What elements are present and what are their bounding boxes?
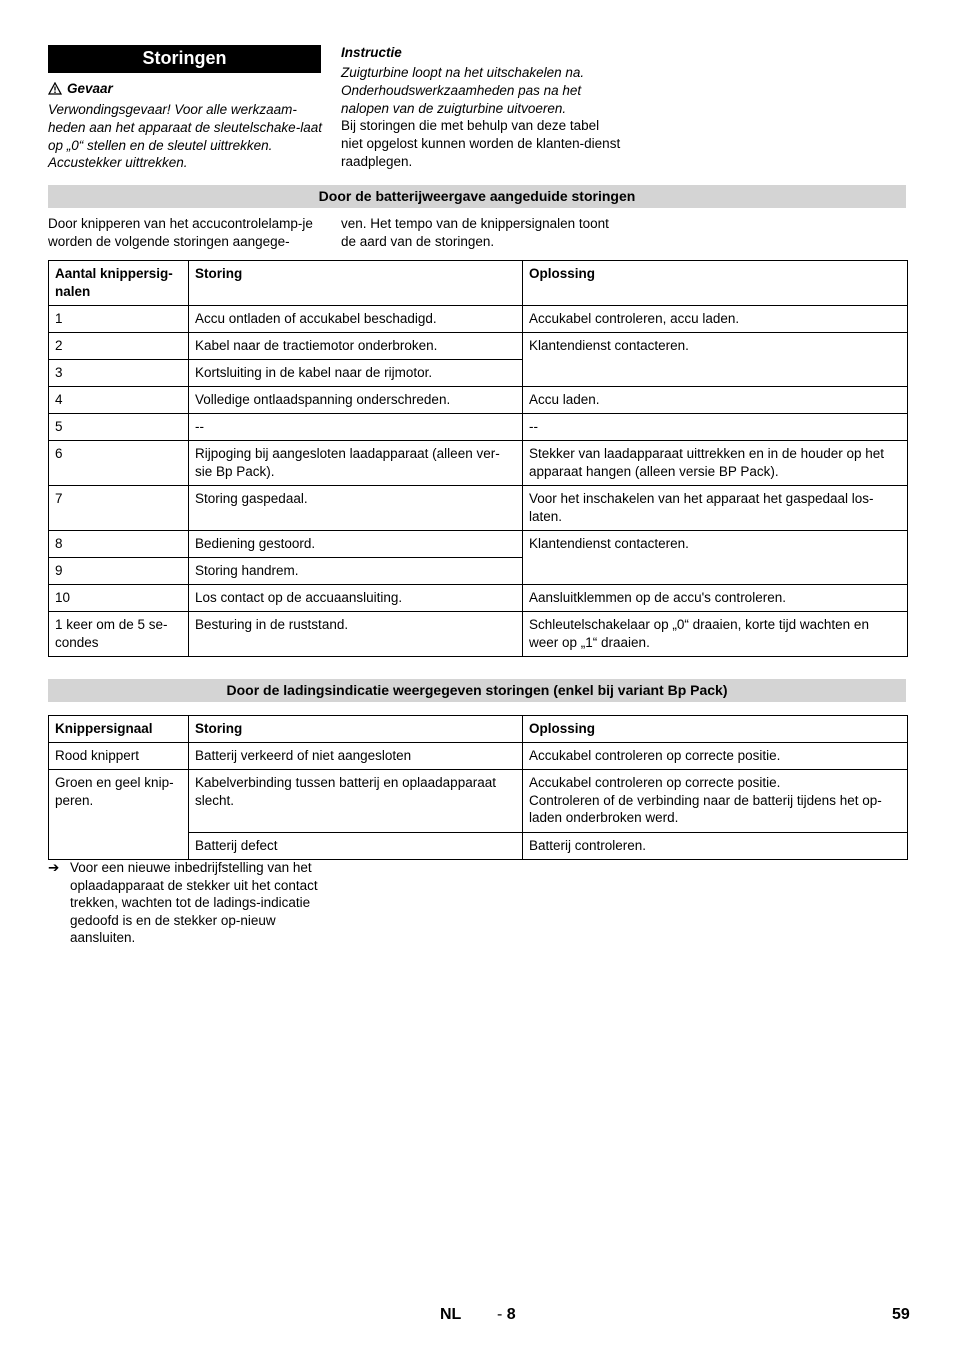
page-title: Storingen <box>48 45 321 73</box>
note-text: Voor een nieuwe inbedrijfstelling van het oplaadapparaat de stekker uit het contact trekken, wachten tot de ladings-indicatie gedoofd is en de stekker op-nieuw aansluiten. <box>70 860 318 946</box>
footer-section-number: 8 <box>506 1306 516 1323</box>
table-cell: Stekker van laadapparaat uittrekken en in de houder op het apparaat hangen (alleen versie BP Pack). <box>523 441 908 486</box>
table-cell: Storing gaspedaal. <box>189 486 523 531</box>
warning-title: Gevaar <box>67 81 113 96</box>
footer-section-page <box>497 1306 516 1324</box>
table-cell: 3 <box>49 360 189 387</box>
instruction-title: Instructie <box>341 45 402 60</box>
table-cell: 7 <box>49 486 189 531</box>
table-cell: Voor het inschakelen van het apparaat het gaspedaal los-laten. <box>523 486 908 531</box>
section-heading-battery: Door de batterijweergave aangeduide storingen <box>48 185 906 208</box>
footer-dash: - <box>497 1306 503 1323</box>
intro-text-left: Door knipperen van het accucontrolelamp-je worden de volgende storingen aangege- <box>48 216 313 249</box>
table-cell: Batterij controleren. <box>523 833 908 860</box>
table-row <box>49 387 908 414</box>
table-cell: Bediening gestoord. <box>189 531 523 558</box>
table-cell: Accukabel controleren, accu laden. <box>523 306 908 333</box>
table-row <box>49 531 908 558</box>
table-cell: 1 <box>49 306 189 333</box>
table-cell: Aansluitklemmen op de accu's controleren. <box>523 585 908 612</box>
table-header-row <box>49 261 908 306</box>
table-cell: 6 <box>49 441 189 486</box>
table-cell: 9 <box>49 558 189 585</box>
table-cell: Storing handrem. <box>189 558 523 585</box>
column-header: Oplossing <box>523 716 908 743</box>
table-row <box>49 333 908 360</box>
charge-indicator-table <box>48 715 908 860</box>
table-cell: 1 keer om de 5 se-condes <box>49 612 189 657</box>
table-cell: Groen en geel knip-peren. <box>49 770 189 860</box>
warning-triangle-icon <box>48 82 62 95</box>
table-cell: Accukabel controleren op correcte positie. Controleren of de verbinding naar de batterij tijdens het op-laden onderbroken werd. <box>523 770 908 833</box>
table-cell: 4 <box>49 387 189 414</box>
column-header: Aantal knippersig-nalen <box>49 261 189 306</box>
table-cell: Kabel naar de tractiemotor onderbroken. <box>189 333 523 360</box>
table-row <box>49 441 908 486</box>
table-cell: Accukabel controleren op correcte positie. <box>523 743 908 770</box>
table-row <box>49 743 908 770</box>
table-cell: Accu ontladen of accukabel beschadigd. <box>189 306 523 333</box>
instruction-text: Bij storingen die met behulp van deze tabel niet opgelost kunnen worden de klanten-dienst raadplegen. <box>341 118 621 169</box>
table-row <box>49 486 908 531</box>
table-cell: Schleutelschakelaar op „0“ draaien, korte tijd wachten en weer op „1“ draaien. <box>523 612 908 657</box>
table-cell: Kabelverbinding tussen batterij en oplaadapparaat slecht. <box>189 770 523 833</box>
table-cell: Accu laden. <box>523 387 908 414</box>
table-cell: Volledige ontlaadspanning onderschreden. <box>189 387 523 414</box>
instruction-italic-text: Zuigturbine loopt na het uitschakelen na. Onderhoudswerkzaamheden pas na het nalopen van de zuigturbine uitvoeren. <box>341 65 585 116</box>
table-cell: 5 <box>49 414 189 441</box>
table-cell: Rood knippert <box>49 743 189 770</box>
note <box>48 859 328 947</box>
warning-text: Verwondingsgevaar! Voor alle werkzaam-heden aan het apparaat de sleutelschake-laat op „0“ stellen en de sleutel uittrekken. Accustekker uittrekken. <box>48 102 322 171</box>
column-header: Storing <box>189 716 523 743</box>
intro-text-right: ven. Het tempo van de knippersignalen toont de aard van de storingen. <box>341 216 609 249</box>
table-cell: 10 <box>49 585 189 612</box>
table-cell: 2 <box>49 333 189 360</box>
table-cell: -- <box>523 414 908 441</box>
table-cell: 8 <box>49 531 189 558</box>
column-header: Storing <box>189 261 523 306</box>
table-cell: Kortsluiting in de kabel naar de rijmotor. <box>189 360 523 387</box>
column-header: Knippersignaal <box>49 716 189 743</box>
column-header: Oplossing <box>523 261 908 306</box>
page-number: 59 <box>892 1306 910 1323</box>
table-row <box>49 585 908 612</box>
table-cell: Batterij defect <box>189 833 523 860</box>
table-cell: Klantendienst contacteren. <box>523 531 908 585</box>
arrow-right-icon: ➔ <box>48 860 60 875</box>
table-cell: Los contact op de accuaansluiting. <box>189 585 523 612</box>
warning-heading <box>48 80 113 98</box>
table-cell: Klantendienst contacteren. <box>523 333 908 387</box>
footer-language: NL <box>440 1306 462 1323</box>
table-cell: Rijpoging bij aangesloten laadapparaat (alleen ver-sie Bp Pack). <box>189 441 523 486</box>
table-row <box>49 770 908 833</box>
table-row <box>49 414 908 441</box>
battery-faults-table <box>48 260 908 657</box>
table-cell: -- <box>189 414 523 441</box>
table-row <box>49 612 908 657</box>
table-cell: Batterij verkeerd of niet aangesloten <box>189 743 523 770</box>
table-header-row <box>49 716 908 743</box>
table-row <box>49 306 908 333</box>
section-heading-charge-indicator: Door de ladingsindicatie weergegeven storingen (enkel bij variant Bp Pack) <box>48 679 906 702</box>
table-cell: Besturing in de ruststand. <box>189 612 523 657</box>
